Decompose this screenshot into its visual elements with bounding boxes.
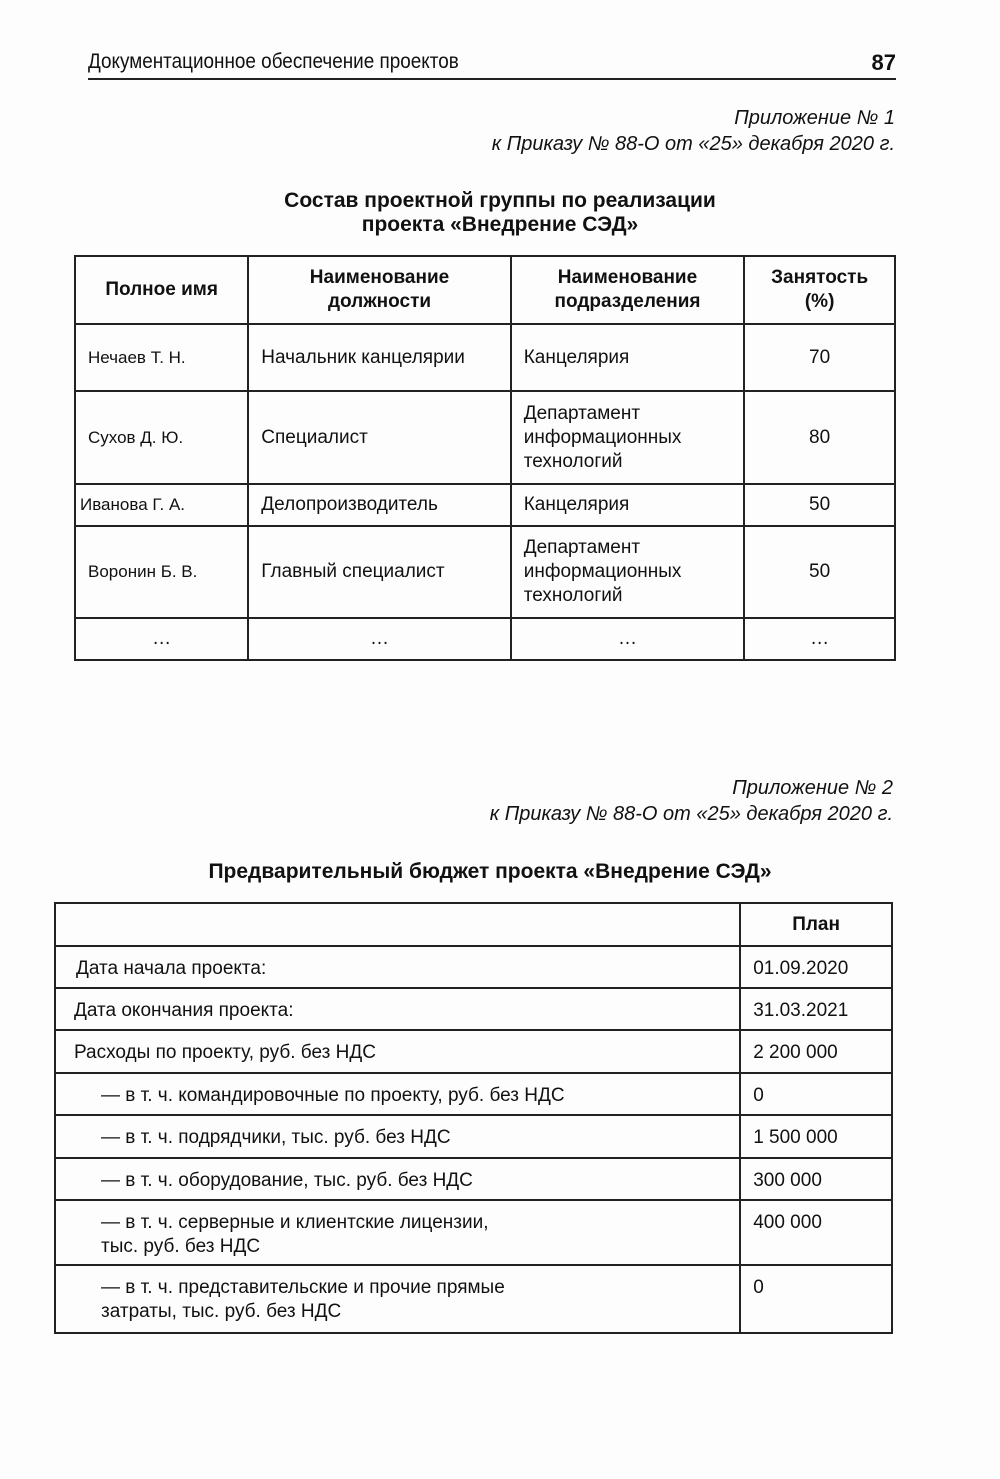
cell-workload: 80 — [744, 391, 895, 484]
cell-item: — в т. ч. оборудование, тыс. руб. без НДС — [55, 1158, 740, 1200]
cell-plan: 01.09.2020 — [740, 946, 892, 988]
running-header — [88, 50, 896, 80]
column-header: Наименование должности — [248, 256, 510, 324]
header-title: Документационное обеспечение проектов — [88, 50, 459, 73]
cell-name: Иванова Г. А. — [75, 484, 248, 526]
page-number: 87 — [871, 50, 896, 75]
table-row — [55, 1073, 892, 1115]
appendix2-caption — [490, 775, 893, 827]
table-row — [75, 391, 895, 484]
table-row — [55, 1265, 892, 1333]
table-row — [55, 988, 892, 1030]
appendix2-line1: Приложение № 2 — [732, 777, 893, 799]
cell-workload: 50 — [744, 484, 895, 526]
cell-workload: 70 — [744, 324, 895, 391]
table-row — [75, 526, 895, 618]
table-header-row — [75, 256, 895, 324]
cell-name: Сухов Д. Ю. — [75, 391, 248, 484]
cell-position: Главный специалист — [248, 526, 510, 618]
cell-department: Департамент информационных технологий — [511, 391, 745, 484]
cell-plan: 1 500 000 — [740, 1115, 892, 1158]
cell-ellipsis: … — [744, 618, 895, 660]
cell-ellipsis: … — [248, 618, 510, 660]
cell-position: Начальник канцелярии — [248, 324, 510, 391]
cell-position: Специалист — [248, 391, 510, 484]
cell-ellipsis: … — [75, 618, 248, 660]
cell-position: Делопроизводитель — [248, 484, 510, 526]
column-header: Полное имя — [75, 256, 248, 324]
appendix1-caption — [492, 105, 895, 157]
table-row — [55, 946, 892, 988]
appendix1-title — [0, 189, 1000, 237]
cell-plan: 0 — [740, 1265, 892, 1333]
cell-name: Нечаев Т. Н. — [75, 324, 248, 391]
table-row — [75, 324, 895, 391]
cell-plan: 31.03.2021 — [740, 988, 892, 1030]
appendix1-line1: Приложение № 1 — [734, 107, 895, 129]
cell-ellipsis: … — [511, 618, 745, 660]
cell-name: Воронин Б. В. — [75, 526, 248, 618]
project-team-table — [74, 255, 896, 661]
cell-department: Департамент информационных технологий — [511, 526, 745, 618]
table-header-row — [55, 903, 892, 946]
cell-workload: 50 — [744, 526, 895, 618]
table-row — [75, 618, 895, 660]
table-row — [75, 484, 895, 526]
cell-plan: 0 — [740, 1073, 892, 1115]
cell-item: — в т. ч. представительские и прочие прямые затраты, тыс. руб. без НДС — [55, 1265, 740, 1333]
table-row — [55, 1115, 892, 1158]
column-header: Занятость (%) — [744, 256, 895, 324]
cell-plan: 400 000 — [740, 1200, 892, 1265]
cell-department: Канцелярия — [511, 324, 745, 391]
appendix2-title: Предварительный бюджет проекта «Внедрение СЭД» — [208, 860, 772, 883]
table-row — [55, 1200, 892, 1265]
cell-item: — в т. ч. командировочные по проекту, руб. без НДС — [55, 1073, 740, 1115]
column-header-plan: План — [740, 903, 892, 946]
cell-item: Дата окончания проекта: — [55, 988, 740, 1030]
title-line1: Состав проектной группы по реализации — [284, 189, 716, 212]
cell-item: Дата начала проекта: — [55, 946, 740, 988]
column-header — [55, 903, 740, 946]
cell-plan: 300 000 — [740, 1158, 892, 1200]
cell-item: Расходы по проекту, руб. без НДС — [55, 1030, 740, 1073]
cell-plan: 2 200 000 — [740, 1030, 892, 1073]
cell-department: Канцелярия — [511, 484, 745, 526]
budget-table — [54, 902, 893, 1334]
title-line2: проекта «Внедрение СЭД» — [361, 213, 639, 236]
column-header: Наименование подразделения — [511, 256, 745, 324]
appendix1-line2: к Приказу № 88-О от «25» декабря 2020 г. — [491, 133, 895, 155]
cell-item: — в т. ч. серверные и клиентские лицензии, тыс. руб. без НДС — [55, 1200, 740, 1265]
cell-item: — в т. ч. подрядчики, тыс. руб. без НДС — [55, 1115, 740, 1158]
appendix2-line2: к Приказу № 88-О от «25» декабря 2020 г. — [489, 803, 893, 825]
table-row — [55, 1158, 892, 1200]
table-row — [55, 1030, 892, 1073]
